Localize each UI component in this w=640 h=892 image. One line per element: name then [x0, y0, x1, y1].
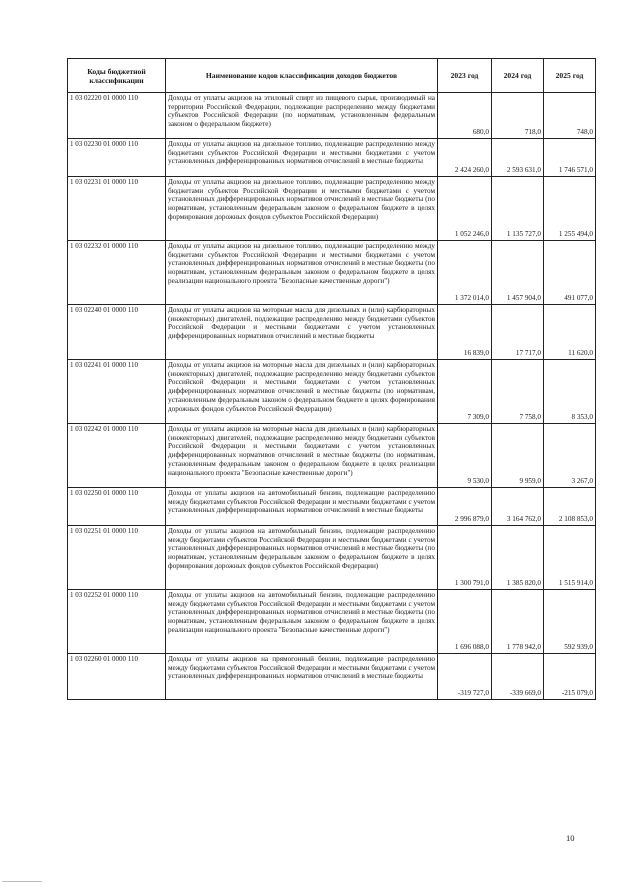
row-value-2023: 1 372 014,0 [438, 241, 492, 305]
header-2025: 2025 год [544, 59, 596, 93]
row-value-2023: 2 996 879,0 [438, 488, 492, 526]
row-value-2025: 748,0 [544, 93, 596, 139]
scan-edge-line [2, 881, 42, 882]
row-value-2025: 1 255 494,0 [544, 177, 596, 241]
row-value-2023: 1 696 088,0 [438, 590, 492, 654]
row-name: Доходы от уплаты акцизов на автомобильный бензин, подлежащие распределению между бюджетами субъектов Российской Федерации и местными бюджетами с учетом установленных дифференцированных нормативов отчислений в местные бюджеты (по нормативам, установленным федеральным законом о федеральном бюджете в целях реализации национального проекта "Безопасные качественные дороги") [166, 590, 438, 654]
row-name: Доходы от уплаты акцизов на моторные масла для дизельных и (или) карбюраторных (инжекторных) двигателей, подлежащие распределению между бюджетами субъектов Российской Федерации и местными бюджетами с учетом установленных дифференцированных нормативов отчислений в местные бюджеты (по нормативам, установленным федеральным законом о федеральном бюджете в целях реализации национального проекта "Безопасные качественные дороги") [166, 424, 438, 488]
table-row [68, 488, 596, 526]
row-value-2025: 491 077,0 [544, 241, 596, 305]
row-code: 1 03 02260 01 0000 110 [68, 654, 166, 700]
row-name: Доходы от уплаты акцизов на дизельное топливо, подлежащие распределению между бюджетами субъектов Российской Федерации и местными бюджетами с учетом установленных дифференцированных нормативов отчислений в местные бюджеты (по нормативам, установленным федеральным законом о федеральном бюджете в целях реализации национального проекта "Безопасные качественные дороги") [166, 241, 438, 305]
row-name: Доходы от уплаты акцизов на автомобильный бензин, подлежащие распределению между бюджетами субъектов Российской Федерации и местными бюджетами с учетом установленных дифференцированных нормативов отчислений в местные бюджеты [166, 488, 438, 526]
row-code: 1 03 02241 01 0000 110 [68, 360, 166, 424]
row-value-2024: 2 593 631,0 [492, 139, 544, 177]
row-value-2024: 1 385 820,0 [492, 526, 544, 590]
row-value-2023: 1 300 791,0 [438, 526, 492, 590]
row-code: 1 03 02252 01 0000 110 [68, 590, 166, 654]
row-value-2025: 592 939,0 [544, 590, 596, 654]
row-name: Доходы от уплаты акцизов на дизельное топливо, подлежащие распределению между бюджетами субъектов Российской Федерации и местными бюджетами с учетом установленных дифференцированных нормативов отчислений в местные бюджеты (по нормативам, установленным федеральным законом о федеральном бюджете в целях формирования дорожных фондов субъектов Российской Федерации) [166, 177, 438, 241]
row-name: Доходы от уплаты акцизов на этиловый спирт из пищевого сырья, производимый на территории Российской Федерации, подлежащие распределению между бюджетами субъектов Российской Федерации (по нормативам, установленным федеральным законом о федеральном бюджете) [166, 93, 438, 139]
row-value-2025: 2 108 853,0 [544, 488, 596, 526]
row-value-2023: 9 530,0 [438, 424, 492, 488]
table-row [68, 590, 596, 654]
row-code: 1 03 02251 01 0000 110 [68, 526, 166, 590]
row-value-2024: 1 135 727,0 [492, 177, 544, 241]
row-value-2023: 16 839,0 [438, 305, 492, 360]
row-value-2025: -215 079,0 [544, 654, 596, 700]
budget-revenue-table-sheet [67, 58, 596, 700]
table-row [68, 177, 596, 241]
row-value-2024: -339 669,0 [492, 654, 544, 700]
row-name: Доходы от уплаты акцизов на дизельное топливо, подлежащие распределению между бюджетами субъектов Российской Федерации и местными бюджетами с учетом установленных дифференцированных нормативов отчислений в местные бюджеты [166, 139, 438, 177]
row-value-2023: -319 727,0 [438, 654, 492, 700]
row-code: 1 03 02240 01 0000 110 [68, 305, 166, 360]
row-value-2023: 7 309,0 [438, 360, 492, 424]
row-value-2025: 1 746 571,0 [544, 139, 596, 177]
table-row [68, 654, 596, 700]
header-2023: 2023 год [438, 59, 492, 93]
row-name: Доходы от уплаты акцизов на моторные масла для дизельных и (или) карбюраторных (инжекторных) двигателей, подлежащие распределению между бюджетами субъектов Российской Федерации и местными бюджетами с учетом установленных дифференцированных нормативов отчислений в местные бюджеты (по нормативам, установленным федеральным законом о федеральном бюджете в целях формирования дорожных фондов субъектов Российской Федерации) [166, 360, 438, 424]
row-name: Доходы от уплаты акцизов на моторные масла для дизельных и (или) карбюраторных (инжекторных) двигателей, подлежащие распределению между бюджетами субъектов Российской Федерации и местными бюджетами с учетом установленных дифференцированных нормативов отчислений в местные бюджеты [166, 305, 438, 360]
budget-revenue-table [67, 58, 596, 700]
row-code: 1 03 02232 01 0000 110 [68, 241, 166, 305]
table-header-row [68, 59, 596, 93]
row-code: 1 03 02242 01 0000 110 [68, 424, 166, 488]
row-value-2024: 7 758,0 [492, 360, 544, 424]
row-name: Доходы от уплаты акцизов на прямогонный бензин, подлежащие распределению между бюджетами субъектов Российской Федерации и местными бюджетами с учетом установленных дифференцированных нормативов отчислений в местные бюджеты [166, 654, 438, 700]
table-row [68, 93, 596, 139]
header-code: Коды бюджетной классификации [68, 59, 166, 93]
page-number: 10 [566, 833, 575, 843]
row-code: 1 03 02231 01 0000 110 [68, 177, 166, 241]
row-name: Доходы от уплаты акцизов на автомобильный бензин, подлежащие распределению между бюджетами субъектов Российской Федерации и местными бюджетами с учетом установленных дифференцированных нормативов отчислений в местные бюджеты (по нормативам, установленным федеральным законом о федеральном бюджете в целях формирования дорожных фондов субъектов Российской Федерации) [166, 526, 438, 590]
header-2024: 2024 год [492, 59, 544, 93]
row-value-2024: 1 457 904,0 [492, 241, 544, 305]
table-row [68, 360, 596, 424]
table-row [68, 526, 596, 590]
row-value-2024: 3 164 762,0 [492, 488, 544, 526]
table-row [68, 424, 596, 488]
row-value-2025: 1 515 914,0 [544, 526, 596, 590]
row-value-2024: 9 959,0 [492, 424, 544, 488]
row-value-2023: 2 424 260,0 [438, 139, 492, 177]
table-row [68, 139, 596, 177]
table-row [68, 241, 596, 305]
row-code: 1 03 02250 01 0000 110 [68, 488, 166, 526]
row-value-2025: 8 353,0 [544, 360, 596, 424]
header-name: Наименование кодов классификации доходов бюджетов [166, 59, 438, 93]
row-value-2025: 3 267,0 [544, 424, 596, 488]
row-code: 1 03 02230 01 0000 110 [68, 139, 166, 177]
row-value-2024: 1 778 942,0 [492, 590, 544, 654]
row-value-2023: 1 052 246,0 [438, 177, 492, 241]
row-code: 1 03 02220 01 0000 110 [68, 93, 166, 139]
table-row [68, 305, 596, 360]
row-value-2025: 11 620,0 [544, 305, 596, 360]
row-value-2024: 718,0 [492, 93, 544, 139]
row-value-2024: 17 717,0 [492, 305, 544, 360]
row-value-2023: 680,0 [438, 93, 492, 139]
